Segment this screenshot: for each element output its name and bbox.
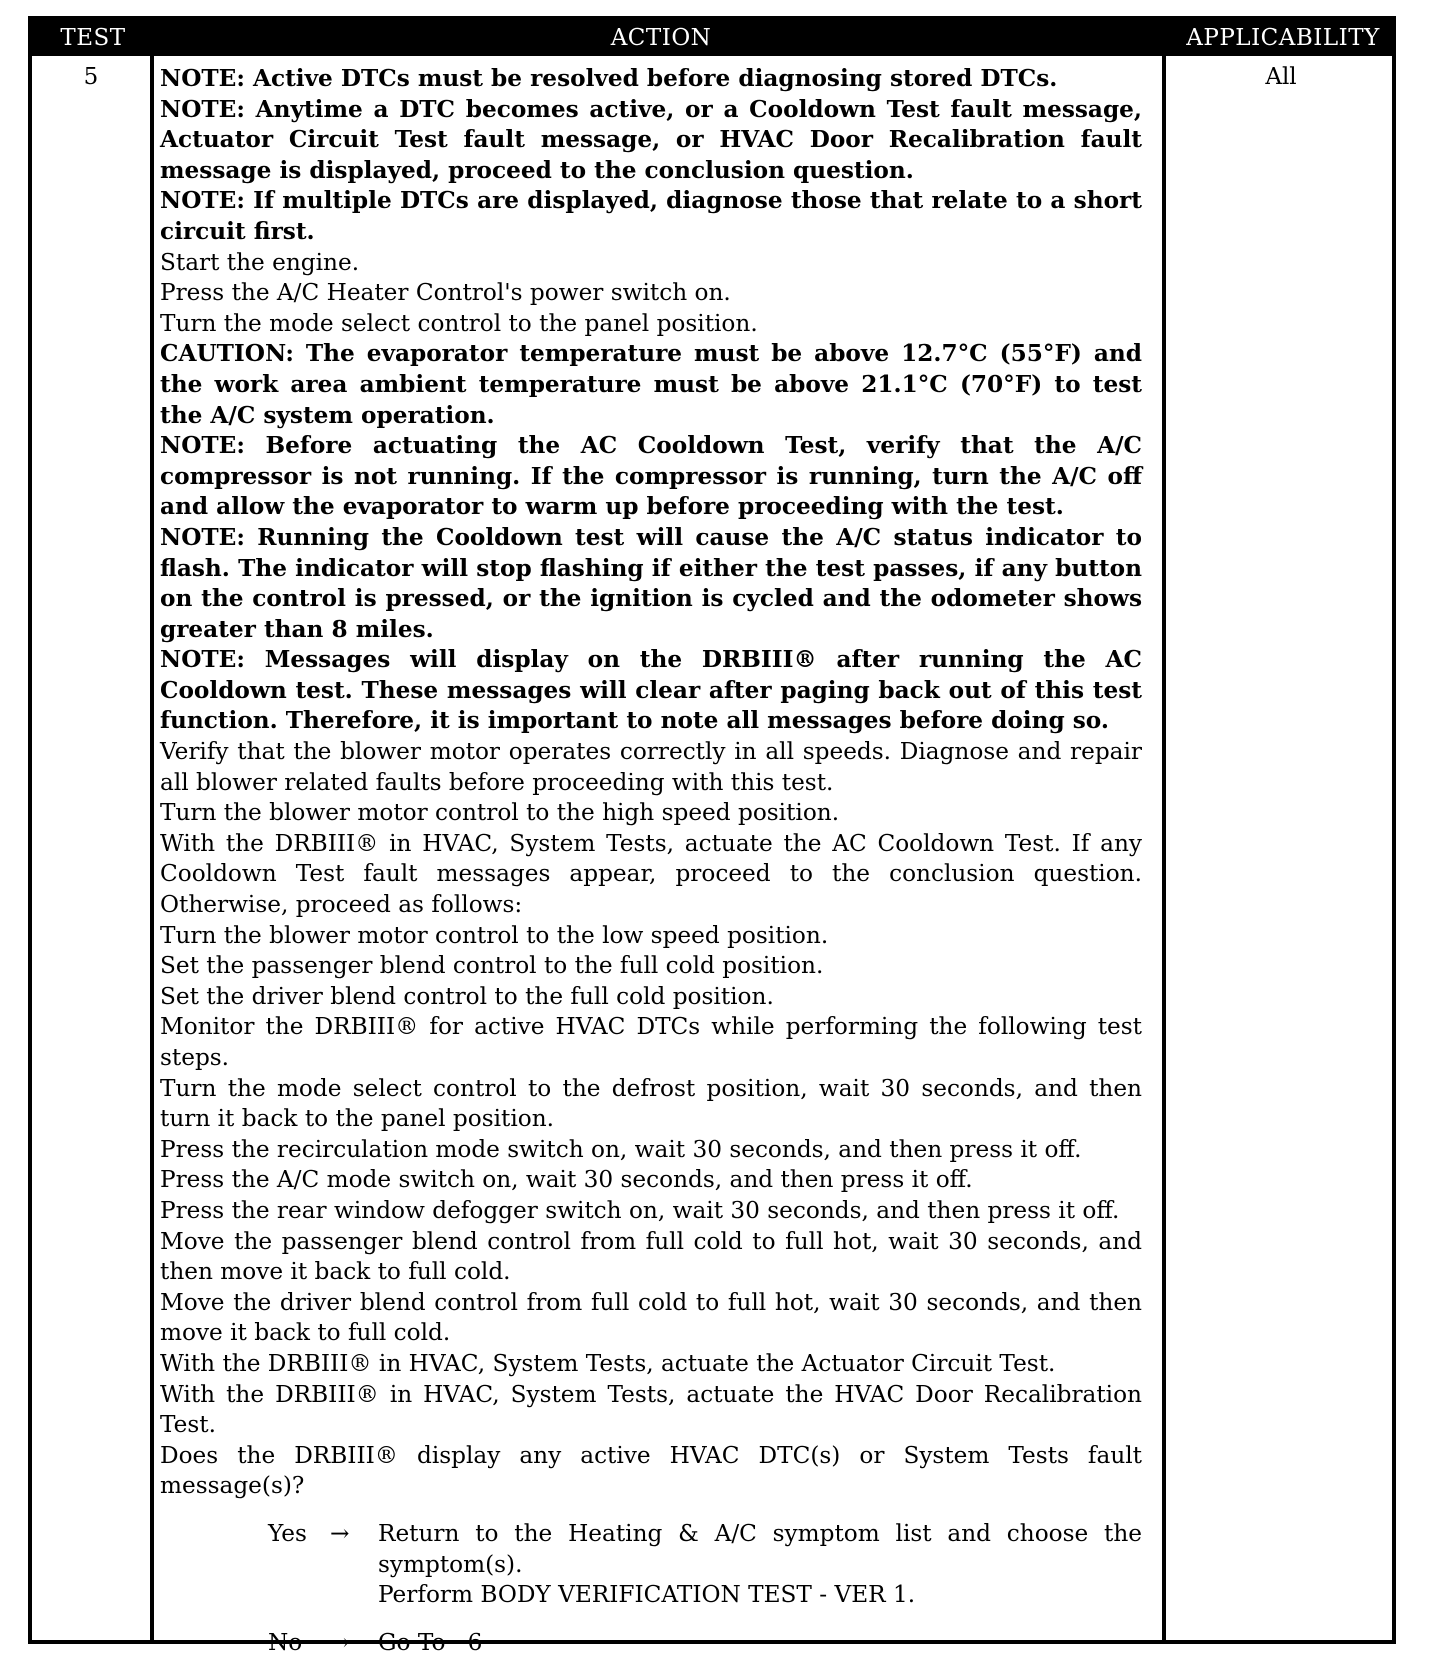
test-number: 5 xyxy=(83,64,99,90)
step-line: Press the recirculation mode switch on, wait 30 seconds, and then press it off. xyxy=(160,1135,1082,1163)
note-line: NOTE: Anytime a DTC becomes active, or a Cooldown Test fault message, Actuator Circuit Test fault message, or HVAC Door Recalibration fault message is displayed, proceed to the conclusion question. xyxy=(160,95,1142,184)
step-line: With the DRBIII® in HVAC, System Tests, actuate the HVAC Door Recalibration Test. xyxy=(160,1380,1142,1439)
answer-yes xyxy=(160,1519,1142,1611)
diagnostic-table xyxy=(28,16,1396,1656)
step-line: Press the A/C Heater Control's power switch on. xyxy=(160,279,731,307)
applicability-value: All xyxy=(1265,64,1297,90)
answer-yes-result: Return to the Heating & A/C symptom list and choose the symptom(s). xyxy=(378,1519,1142,1578)
step-line: Move the driver blend control from full cold to full hot, wait 30 seconds, and then move it back to full cold. xyxy=(160,1288,1142,1347)
column-divider xyxy=(1162,56,1166,1640)
step-line: Turn the blower motor control to the high speed position. xyxy=(160,799,840,827)
header-action: ACTION xyxy=(610,25,712,51)
step-line: Turn the blower motor control to the low speed position. xyxy=(160,921,829,949)
action-steps xyxy=(160,64,1142,1502)
step-line: Set the driver blend control to the full cold position. xyxy=(160,982,774,1010)
step-line: Does the DRBIII® display any active HVAC DTC(s) or System Tests fault message(s)? xyxy=(160,1441,1142,1500)
table-header xyxy=(32,20,1392,56)
step-line: With the DRBIII® in HVAC, System Tests, actuate the AC Cooldown Test. If any Cooldown Test fault messages appear, proceed to the conclusion question. Otherwise, proceed as follows: xyxy=(160,829,1142,919)
step-line: Move the passenger blend control from full cold to full hot, wait 30 seconds, and then move it back to full cold. xyxy=(160,1227,1142,1286)
header-test: TEST xyxy=(60,25,126,51)
step-line: Turn the mode select control to the panel position. xyxy=(160,309,758,337)
answer-no-result: Go To 6 xyxy=(378,1628,483,1656)
answer-no xyxy=(160,1628,1142,1659)
step-line: With the DRBIII® in HVAC, System Tests, actuate the Actuator Circuit Test. xyxy=(160,1349,1056,1377)
right-arrow-icon: → xyxy=(330,1628,350,1656)
note-line: NOTE: Active DTCs must be resolved before diagnosing stored DTCs. xyxy=(160,65,1058,92)
note-line: NOTE: Running the Cooldown test will cause the A/C status indicator to flash. The indicator will stop flashing if either the test passes, if any button on the control is pressed, or the ignition is cycled and the odometer shows greater than 8 miles. xyxy=(160,523,1142,643)
right-arrow-icon: → xyxy=(330,1519,350,1547)
note-line: NOTE: If multiple DTCs are displayed, diagnose those that relate to a short circuit first. xyxy=(160,187,1142,245)
action-content xyxy=(160,64,1142,1658)
answer-block xyxy=(160,1519,1142,1658)
step-line: Turn the mode select control to the defrost position, wait 30 seconds, and then turn it back to the panel position. xyxy=(160,1074,1142,1133)
step-line: Start the engine. xyxy=(160,248,360,276)
note-line: NOTE: Before actuating the AC Cooldown Test, verify that the A/C compressor is not running. If the compressor is running, turn the A/C off and allow the evaporator to warm up before proceeding with the test. xyxy=(160,432,1142,521)
answer-yes-label: Yes xyxy=(268,1519,307,1547)
answer-yes-result-2: Perform BODY VERIFICATION TEST - VER 1. xyxy=(378,1581,916,1609)
step-line: Press the rear window defogger switch on, wait 30 seconds, and then press it off. xyxy=(160,1196,1120,1224)
step-line: Monitor the DRBIII® for active HVAC DTCs while performing the following test steps. xyxy=(160,1013,1142,1071)
column-divider xyxy=(150,56,154,1640)
header-applicability: APPLICABILITY xyxy=(1186,25,1380,51)
step-line: Press the A/C mode switch on, wait 30 seconds, and then press it off. xyxy=(160,1166,973,1194)
note-line: CAUTION: The evaporator temperature must be above 12.7°C (55°F) and the work area ambient temperature must be above 21.1°C (70°F) to test the A/C system operation. xyxy=(160,340,1142,429)
note-line: NOTE: Messages will display on the DRBIII® after running the AC Cooldown test. These messages will clear after paging back out of this test function. Therefore, it is important to note all messages before doing so. xyxy=(160,646,1142,735)
step-line: Verify that the blower motor operates correctly in all speeds. Diagnose and repair all blower related faults before proceeding with this test. xyxy=(160,738,1142,796)
answer-no-label: No xyxy=(268,1628,303,1656)
step-line: Set the passenger blend control to the full cold position. xyxy=(160,952,824,980)
